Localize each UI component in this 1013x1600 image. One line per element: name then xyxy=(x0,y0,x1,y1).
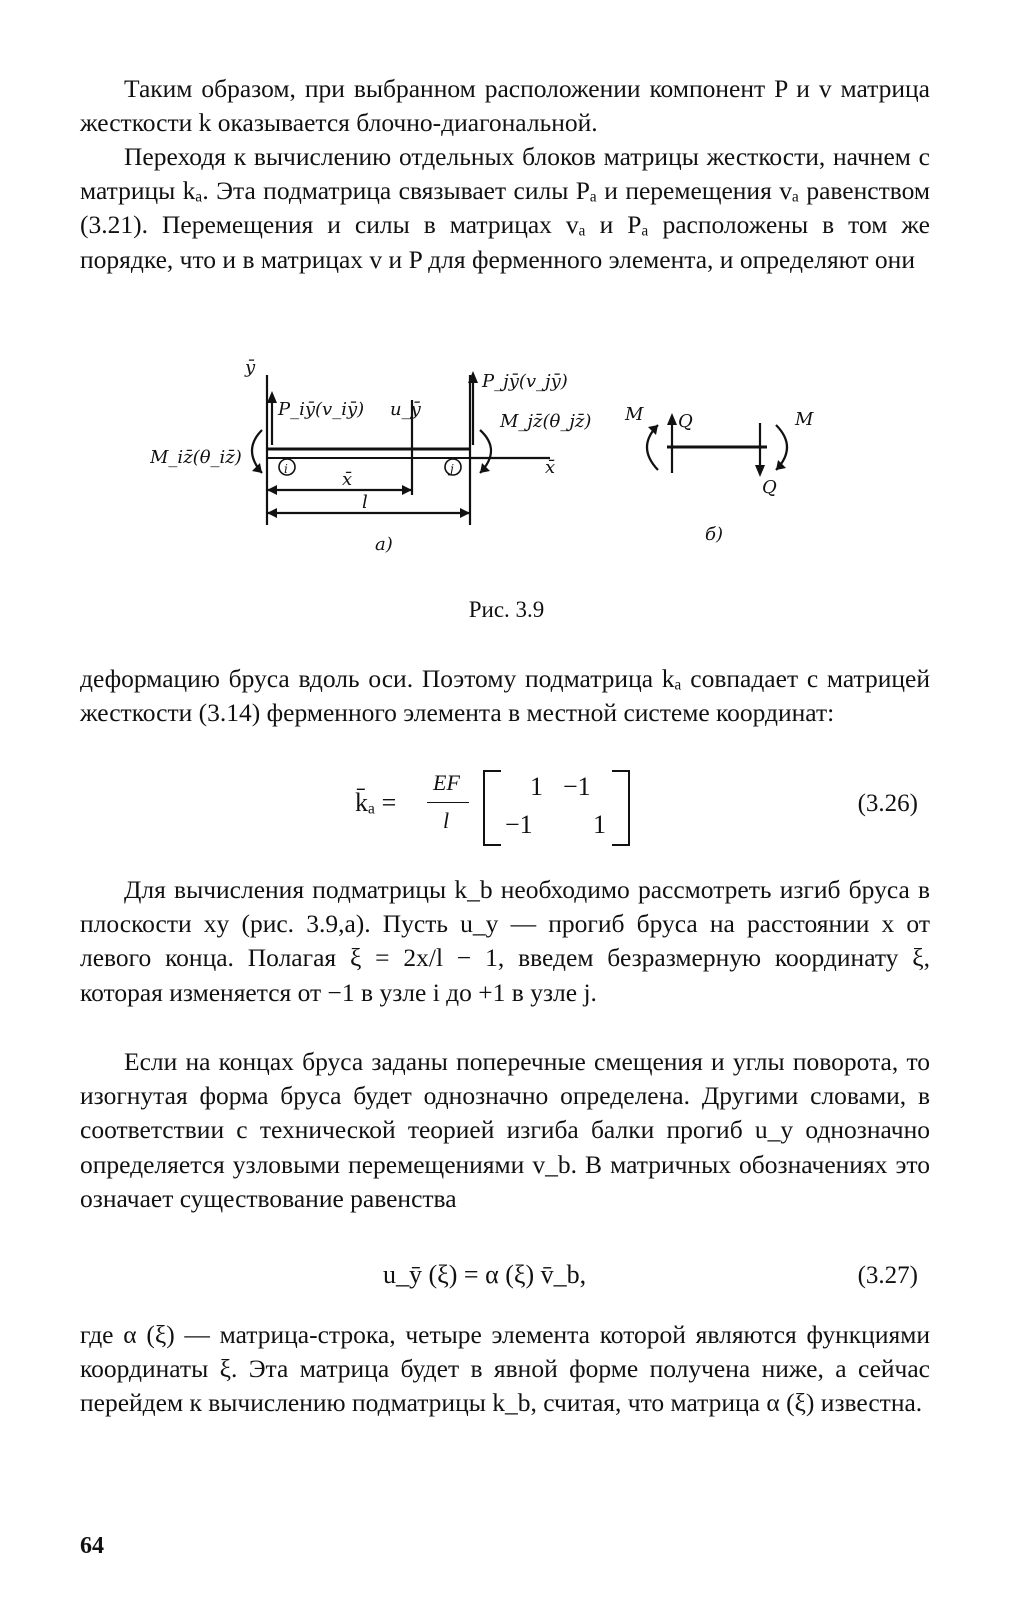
x-dim-arrowhead-left xyxy=(267,485,277,495)
M-right-arrowhead xyxy=(776,460,786,470)
M-j-arrowhead xyxy=(480,463,490,473)
M-j-label: M_jz̄(θ_jz̄) xyxy=(500,411,592,432)
equation-3-26-number: (3.26) xyxy=(857,790,918,817)
M-left-label: M xyxy=(625,404,644,425)
x-dim-arrowhead-right xyxy=(402,485,412,495)
P-j-label: P_jȳ(v_jȳ) xyxy=(482,371,568,392)
eq326-m22: 1 xyxy=(593,810,606,839)
p6-text: где α (ξ) — матрица-строка, четыре элемента которой являются функциями координаты ξ. Эта матрица будет в явной форме получена ниже, а сейчас перейдем к вычислению подматрицы k_b, считая, что матрица α (ξ) известна. xyxy=(80,1320,930,1418)
M-right-label: M xyxy=(795,409,814,430)
paragraph-6 xyxy=(80,1318,930,1421)
eq326-frac-bar xyxy=(427,802,469,803)
p2-text: Переходя к вычислению отдельных блоков матрицы жесткости, начнем с матрицы kₐ. Эта подматрица связывает силы Pₐ и перемещения vₐ равенством (3.21). Перемещения и силы в матрицах vₐ и Pₐ расположены в том же порядке, что и в матрицах v и P для ферменного элемента, и определяют они xyxy=(80,142,930,274)
l-dim-arrowhead-right xyxy=(460,508,470,518)
l-dim-arrowhead-left xyxy=(267,508,277,518)
M-i-label: M_iz̄(θ_iz̄) xyxy=(150,447,242,468)
eq326-frac-num: EF xyxy=(433,770,460,795)
eq326-lhs: k̄ₐ = xyxy=(355,788,397,817)
x-dimension-label: x̄ xyxy=(342,469,353,490)
equation-3-27-number: (3.27) xyxy=(857,1262,918,1289)
eq326-m12: −1 xyxy=(563,772,591,801)
paragraph-3 xyxy=(80,662,930,730)
figure-label-b: б) xyxy=(705,524,724,545)
Q-left-arrowhead xyxy=(667,413,677,425)
paragraph-4 xyxy=(80,873,930,1010)
eq326-frac-den: l xyxy=(443,808,450,833)
u-y-label: u_ȳ xyxy=(390,399,421,420)
eq326-bracket-right xyxy=(612,770,630,846)
P-i-label: P_iȳ(v_iȳ) xyxy=(278,399,365,420)
node-j-label: j xyxy=(450,462,454,476)
eq326-m21: −1 xyxy=(505,810,533,839)
P-i-arrowhead xyxy=(267,391,277,403)
Q-right-label: Q xyxy=(762,477,777,498)
equation-3-27: u_ȳ (ξ) = α (ξ) v̄_b, xyxy=(383,1260,587,1289)
paragraph-2 xyxy=(80,140,930,277)
Q-right-arrowhead xyxy=(755,465,765,477)
y-axis-label: ȳ xyxy=(245,357,256,378)
x-axis-label: x̄ xyxy=(545,457,556,478)
figure-3-9 xyxy=(150,355,840,575)
l-dimension-label: l xyxy=(362,492,368,513)
paragraph-5 xyxy=(80,1045,930,1216)
p4-text: Для вычисления подматрицы k_b необходимо рассмотреть изгиб бруса в плоскости xy (рис. 3.9,а). Пусть u_y — прогиб бруса на расстоянии x от левого конца. Полагая ξ = 2x/l − 1, введем безразмерную координату ξ, которая изменяется от −1 в узле i до +1 в узле j. xyxy=(80,875,930,1007)
p3-text: деформацию бруса вдоль оси. Поэтому подматрица kₐ совпадает с матрицей жесткости (3.14) ферменного элемента в местной системе координат: xyxy=(80,664,930,728)
equation-3-26 xyxy=(355,770,675,850)
Q-left-label: Q xyxy=(678,411,693,432)
p1-text: Таким образом, при выбранном расположении компонент P и v матрица жесткости k оказывается блочно-диагональной. xyxy=(80,74,930,138)
figure-label-a: а) xyxy=(375,534,393,555)
eq326-bracket-left xyxy=(483,770,501,846)
paragraph-1 xyxy=(80,72,930,140)
eq326-m11: 1 xyxy=(530,772,543,801)
figure-caption: Рис. 3.9 xyxy=(468,597,545,622)
page-number: 64 xyxy=(80,1533,104,1559)
node-i-label: i xyxy=(284,462,288,476)
M-left-arrowhead xyxy=(648,425,658,435)
p5-text: Если на концах бруса заданы поперечные смещения и углы поворота, то изогнутая форма бруса будет однозначно определена. Другими словами, в соответствии с технической теорией изгиба балки прогиб u_y однозначно определяется узловыми перемещениями v_b. В матричных обозначениях это означает существование равенства xyxy=(80,1047,930,1213)
